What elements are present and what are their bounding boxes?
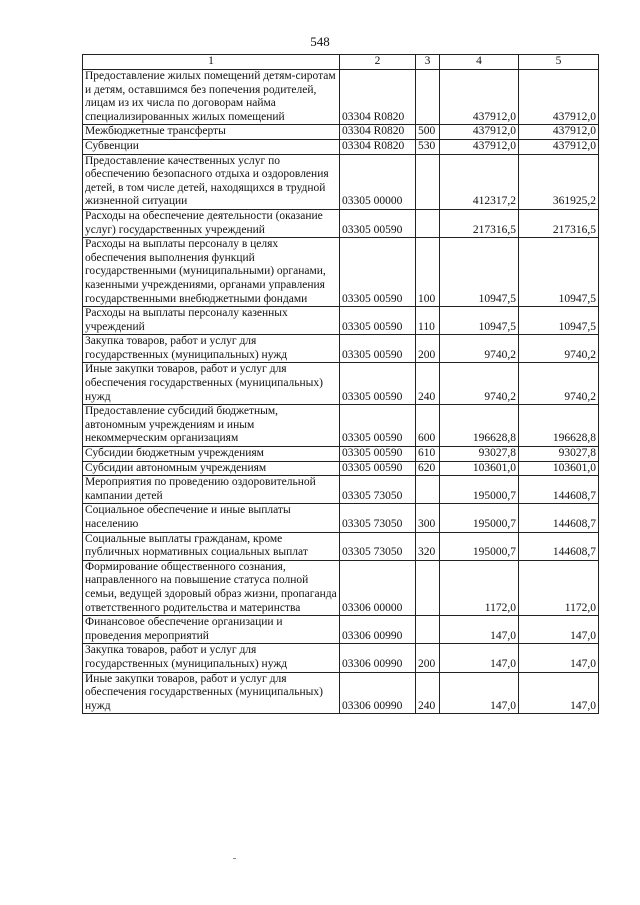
scan-speck — [233, 858, 236, 859]
row-name: Закупка товаров, работ и услуг для государственных (муниципальных) нужд — [83, 335, 340, 363]
table-row — [83, 616, 599, 644]
table-row — [83, 139, 599, 154]
row-expense-type — [416, 154, 440, 209]
row-name: Формирование общественного сознания, направленного на повышение статуса полной семьи, ведущей здоровый образ жизни, пропаганда ответственного родительства и материнства — [83, 560, 340, 615]
row-value-col5: 144608,7 — [519, 504, 599, 532]
row-value-col5: 1172,0 — [519, 560, 599, 615]
row-name: Субвенции — [83, 139, 340, 154]
table-row — [83, 447, 599, 462]
row-value-col4: 437912,0 — [440, 139, 519, 154]
row-expense-type — [416, 70, 440, 125]
row-value-col4: 147,0 — [440, 644, 519, 672]
row-code: 03306 00990 — [340, 616, 416, 644]
row-value-col4: 195000,7 — [440, 504, 519, 532]
table-row — [83, 335, 599, 363]
row-code: 03306 00990 — [340, 644, 416, 672]
row-value-col5: 144608,7 — [519, 532, 599, 560]
table-row — [83, 672, 599, 714]
row-name: Субсидии бюджетным учреждениям — [83, 447, 340, 462]
row-name: Иные закупки товаров, работ и услуг для обеспечения государственных (муниципальных) нужд — [83, 363, 340, 405]
row-expense-type — [416, 209, 440, 237]
row-name: Иные закупки товаров, работ и услуг для обеспечения государственных (муниципальных) нужд — [83, 672, 340, 714]
row-value-col5: 217316,5 — [519, 209, 599, 237]
row-code: 03305 00590 — [340, 447, 416, 462]
row-expense-type: 530 — [416, 139, 440, 154]
row-expense-type: 320 — [416, 532, 440, 560]
row-code: 03306 00000 — [340, 560, 416, 615]
row-name: Мероприятия по проведению оздоровительной кампании детей — [83, 476, 340, 504]
table-row — [83, 461, 599, 476]
row-code: 03305 73050 — [340, 476, 416, 504]
row-code: 03305 00590 — [340, 307, 416, 335]
row-name: Расходы на обеспечение деятельности (оказание услуг) государственных учреждений — [83, 209, 340, 237]
row-expense-type: 500 — [416, 125, 440, 140]
row-value-col4: 437912,0 — [440, 70, 519, 125]
row-expense-type: 240 — [416, 363, 440, 405]
row-name: Межбюджетные трансферты — [83, 125, 340, 140]
table-row — [83, 405, 599, 447]
row-code: 03306 00990 — [340, 672, 416, 714]
row-code: 03305 73050 — [340, 504, 416, 532]
row-code: 03304 R0820 — [340, 125, 416, 140]
row-expense-type: 620 — [416, 461, 440, 476]
row-value-col5: 10947,5 — [519, 307, 599, 335]
row-value-col5: 437912,0 — [519, 139, 599, 154]
row-value-col4: 196628,8 — [440, 405, 519, 447]
row-value-col4: 147,0 — [440, 616, 519, 644]
row-expense-type: 240 — [416, 672, 440, 714]
row-value-col4: 412317,2 — [440, 154, 519, 209]
row-value-col5: 147,0 — [519, 616, 599, 644]
header-row — [83, 55, 599, 70]
row-value-col5: 103601,0 — [519, 461, 599, 476]
row-value-col5: 9740,2 — [519, 363, 599, 405]
row-code: 03304 R0820 — [340, 139, 416, 154]
budget-table — [82, 54, 599, 714]
row-value-col5: 437912,0 — [519, 125, 599, 140]
header-col-1: 1 — [83, 55, 340, 70]
row-name: Предоставление субсидий бюджетным, автономным учреждениям и иным некоммерческим организациям — [83, 405, 340, 447]
row-name: Социальное обеспечение и иные выплаты населению — [83, 504, 340, 532]
row-value-col4: 9740,2 — [440, 335, 519, 363]
header-col-5: 5 — [519, 55, 599, 70]
row-name: Предоставление качественных услуг по обеспечению безопасного отдыха и оздоровления детей, в том числе детей, находящихся в трудной жизненной ситуации — [83, 154, 340, 209]
table-row — [83, 154, 599, 209]
table-row — [83, 644, 599, 672]
row-name: Предоставление жилых помещений детям-сиротам и детям, оставшимся без попечения родителей, лицам из их числа по договорам найма специализированных жилых помещений — [83, 70, 340, 125]
header-col-4: 4 — [440, 55, 519, 70]
row-name: Закупка товаров, работ и услуг для государственных (муниципальных) нужд — [83, 644, 340, 672]
row-value-col4: 10947,5 — [440, 307, 519, 335]
row-value-col4: 1172,0 — [440, 560, 519, 615]
row-expense-type — [416, 476, 440, 504]
row-value-col4: 10947,5 — [440, 238, 519, 307]
table-row — [83, 70, 599, 125]
header-col-3: 3 — [416, 55, 440, 70]
row-expense-type: 100 — [416, 238, 440, 307]
table-row — [83, 307, 599, 335]
row-value-col4: 217316,5 — [440, 209, 519, 237]
row-value-col5: 10947,5 — [519, 238, 599, 307]
row-name: Расходы на выплаты персоналу казенных учреждений — [83, 307, 340, 335]
row-value-col4: 195000,7 — [440, 476, 519, 504]
row-value-col4: 195000,7 — [440, 532, 519, 560]
page-number: 548 — [310, 34, 330, 49]
table-row — [83, 532, 599, 560]
row-name: Социальные выплаты гражданам, кроме публичных нормативных социальных выплат — [83, 532, 340, 560]
row-value-col4: 9740,2 — [440, 363, 519, 405]
row-code: 03305 73050 — [340, 532, 416, 560]
row-value-col5: 93027,8 — [519, 447, 599, 462]
row-code: 03305 00590 — [340, 335, 416, 363]
row-value-col5: 361925,2 — [519, 154, 599, 209]
row-value-col4: 437912,0 — [440, 125, 519, 140]
table-row — [83, 504, 599, 532]
row-value-col5: 9740,2 — [519, 335, 599, 363]
row-expense-type: 600 — [416, 405, 440, 447]
row-value-col5: 196628,8 — [519, 405, 599, 447]
row-code: 03304 R0820 — [340, 70, 416, 125]
row-expense-type: 610 — [416, 447, 440, 462]
table-row — [83, 209, 599, 237]
row-name: Субсидии автономным учреждениям — [83, 461, 340, 476]
row-value-col5: 144608,7 — [519, 476, 599, 504]
row-value-col5: 437912,0 — [519, 70, 599, 125]
row-value-col5: 147,0 — [519, 644, 599, 672]
row-expense-type: 110 — [416, 307, 440, 335]
table-row — [83, 238, 599, 307]
row-expense-type: 300 — [416, 504, 440, 532]
table-row — [83, 560, 599, 615]
row-value-col5: 147,0 — [519, 672, 599, 714]
row-expense-type: 200 — [416, 644, 440, 672]
row-code: 03305 00590 — [340, 238, 416, 307]
row-expense-type: 200 — [416, 335, 440, 363]
row-expense-type — [416, 560, 440, 615]
row-value-col4: 147,0 — [440, 672, 519, 714]
row-value-col4: 93027,8 — [440, 447, 519, 462]
row-code: 03305 00590 — [340, 209, 416, 237]
row-name: Финансовое обеспечение организации и проведения мероприятий — [83, 616, 340, 644]
row-name: Расходы на выплаты персоналу в целях обеспечения выполнения функций государственными (муниципальными) органами, казенными учреждениями, органами управления государственными внебюджетными фондами — [83, 238, 340, 307]
row-code: 03305 00590 — [340, 405, 416, 447]
table-row — [83, 363, 599, 405]
row-value-col4: 103601,0 — [440, 461, 519, 476]
table-row — [83, 476, 599, 504]
header-col-2: 2 — [340, 55, 416, 70]
row-code: 03305 00590 — [340, 363, 416, 405]
table-row — [83, 125, 599, 140]
row-expense-type — [416, 616, 440, 644]
row-code: 03305 00590 — [340, 461, 416, 476]
row-code: 03305 00000 — [340, 154, 416, 209]
